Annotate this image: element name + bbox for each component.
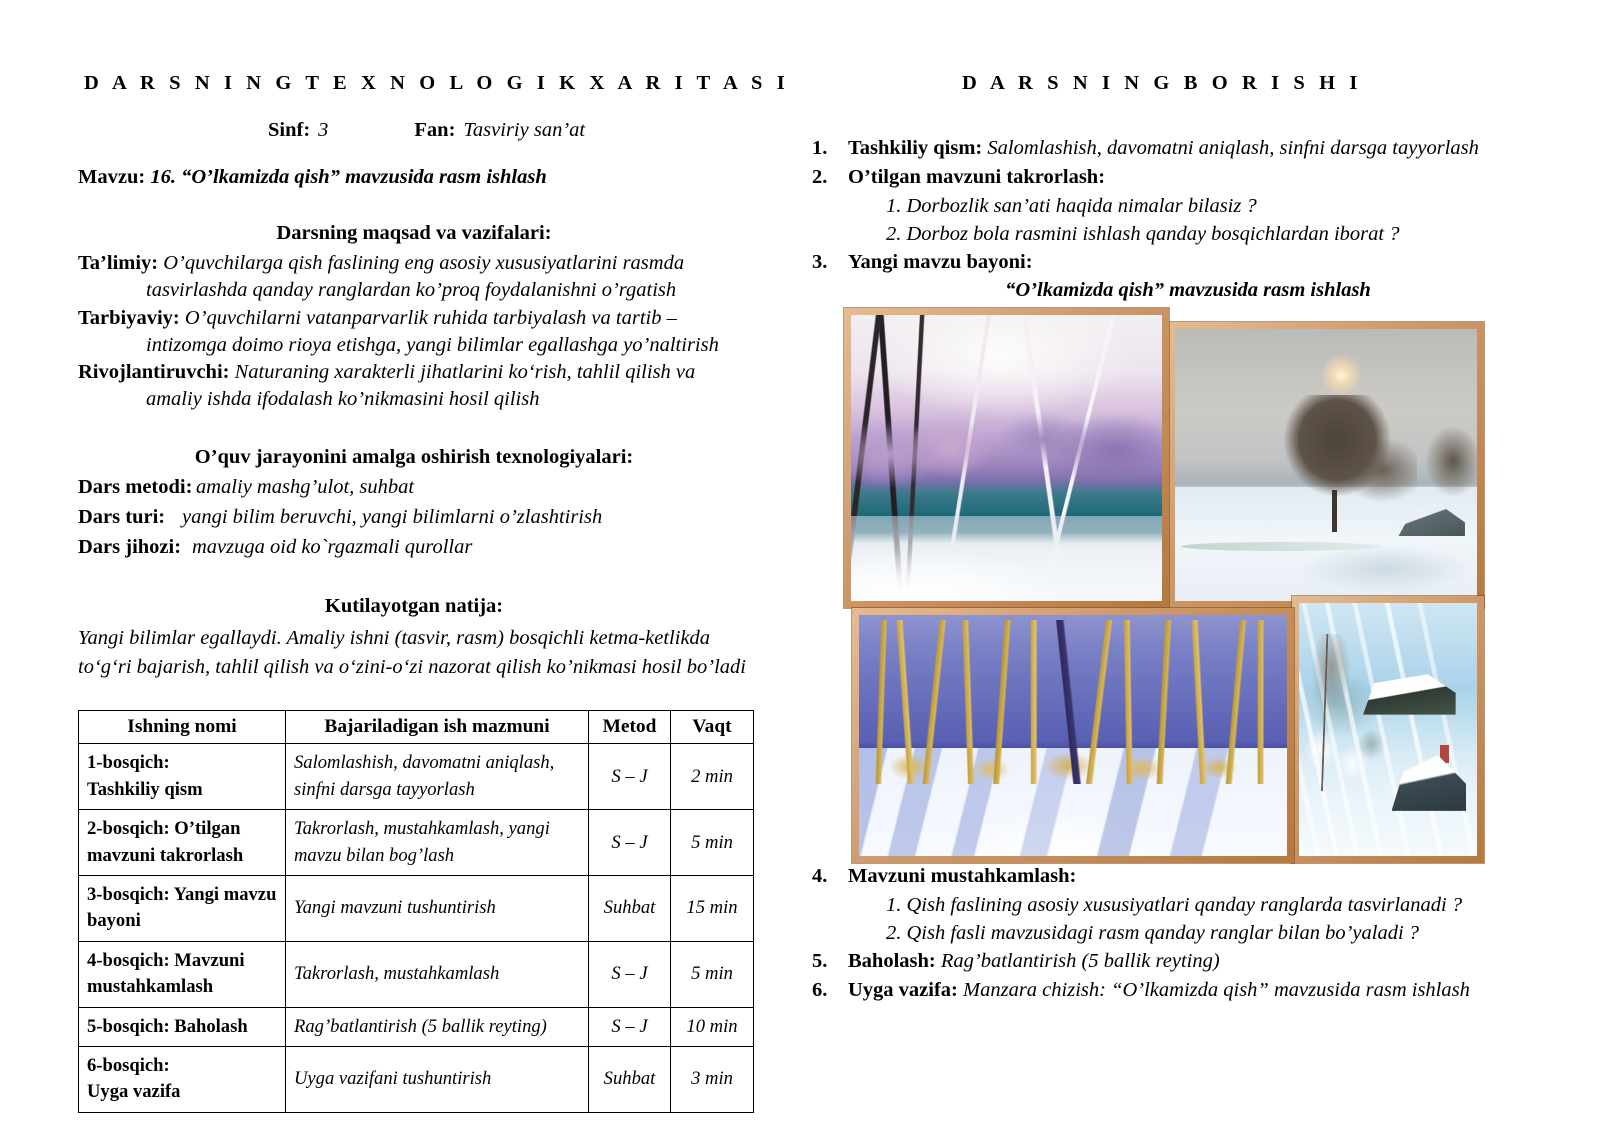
lesson-flow-column [812,72,1512,1006]
goal-label: Rivojlantiruvchi: [78,361,230,384]
step-number: 5. [812,950,828,972]
cell-stage-time: 10 min [671,1007,754,1046]
painting-tree-secondary [1423,427,1477,503]
snowy-village-painting [1292,596,1484,863]
technological-map-column [78,72,790,1113]
cell-stage-name: 4-bosqich: Mavzuni mustahkamlash [79,941,286,1007]
subject-value: Tasviriy san’at [463,119,586,141]
tech-label: Dars jihozi: [78,535,182,558]
goal-item [78,305,750,359]
painting-art-4 [1299,603,1477,856]
tech-label: Dars turi: [78,505,166,528]
lesson-step-4 [812,863,1512,891]
cell-stage-method: S – J [589,810,671,876]
cell-stage-name: 5-bosqich: Baholash [79,1007,286,1046]
winter-paintings-collage [844,308,1484,863]
step-title: Baholash: [848,950,936,972]
tech-item [78,503,750,533]
table-row [79,744,754,810]
golden-trees-snow-road-painting [852,608,1294,863]
step-title: Tashkiliy qism: [848,137,983,159]
cell-stage-method: S – J [589,744,671,810]
tech-value: mavzuga oid ko`rgazmali qurollar [192,535,473,558]
painting-canvas [859,615,1287,856]
cell-stage-name: 1-bosqich: Tashkiliy qism [79,744,286,810]
table-row [79,1007,754,1046]
lesson-step-1 [812,135,1512,163]
painting-art-3 [859,615,1287,856]
subject-label: Fan: [414,119,456,141]
cell-stage-time: 2 min [671,744,754,810]
painting-art-1 [851,315,1162,601]
step-title: Mavzuni mustahkamlash: [848,865,1077,888]
painting-bare-tree [1310,634,1363,791]
goal-text-line2: tasvirlashda qanday ranglardan ko’proq foydalanishni o’rgatish [146,278,677,301]
class-value: 3 [318,119,329,141]
header-work-content: Bajariladigan ish mazmuni [286,711,589,744]
new-topic-title: “O’lkamizda qish” mavzusida rasm ishlash [1005,279,1371,302]
cell-stage-name: 6-bosqich: Uyga vazifa [79,1046,286,1112]
cell-stage-time: 5 min [671,810,754,876]
snowy-field-tree-painting [1168,322,1484,608]
tech-value: yangi bilim beruvchi, yangi bilimlarni o’zlashtirish [182,505,603,528]
cell-stage-content: Yangi mavzuni tushuntirish [286,876,589,942]
technologies-heading: O’quv jarayonini amalga oshirish texnologiyalari: [194,446,634,469]
painting-trees-layer [859,620,1287,784]
winter-forest-river-painting [844,308,1169,608]
cell-stage-content: Takrorlash, mustahkamlash [286,941,589,1007]
painting-foliage-layer [851,401,1162,498]
painting-canvas [1299,603,1477,856]
cell-stage-method: S – J [589,941,671,1007]
expected-result-heading: Kutilayotgan natija: [324,595,504,618]
cell-stage-method: S – J [589,1007,671,1046]
consolidation-question: 1. Qish faslining asosiy xususiyatlari qanday ranglarda tasvirlanadi ? [886,894,1463,917]
table-row [79,941,754,1007]
table-row [79,810,754,876]
right-column-heading: D A R S N I N G B O R I S H I [962,72,1362,94]
painting-cottage-far [1363,674,1456,714]
goal-item [78,359,750,413]
tech-label: Dars metodi: [78,476,193,499]
result-line: to‘g‘ri bajarish, tahlil qilish va o‘zini-o‘zi nazorat qilish ko’nikmasi hosil bo’ladi [78,656,746,679]
lesson-step-5 [812,948,1512,976]
cell-stage-content: Takrorlash, mustahkamlash, yangi mavzu bilan bog’lash [286,810,589,876]
step-number: 6. [812,978,828,1001]
goal-text-line2: amaliy ishda ifodalash ko’nikmasini hosil qilish [146,388,540,411]
step-title: Uyga vazifa: [848,978,958,1001]
table-header-row [79,711,754,744]
table-row [79,1046,754,1112]
step-text: Rag’batlantirish (5 ballik reyting) [940,950,1220,972]
step-title: O’tilgan mavzuni takrorlash: [848,165,1106,188]
painting-tree [1284,395,1417,520]
step-number: 2. [812,165,828,188]
goal-text-line1: Naturaning xarakterli jihatlarini ko‘rish, tahlil qilish va [234,361,696,384]
expected-result-text [78,624,750,682]
lesson-steps-list [812,135,1512,1005]
header-work-name: Ishning nomi [79,711,286,744]
cell-stage-name: 3-bosqich: Yangi mavzu bayoni [79,876,286,942]
painting-canvas [851,315,1162,601]
consolidation-question: 2. Qish fasli mavzusidagi rasm qanday ranglar bilan bo’yaladi ? [886,922,1420,945]
cell-stage-time: 3 min [671,1046,754,1112]
class-subject-row [78,119,750,142]
cell-stage-method: Suhbat [589,876,671,942]
goal-text-line1: O’quvchilarni vatanparvarlik ruhida tarbiyalash va tartib – [184,306,677,329]
step-number: 4. [812,865,828,888]
topic-label: Mavzu: [78,166,146,188]
header-time: Vaqt [671,711,754,744]
cell-stage-time: 15 min [671,876,754,942]
lesson-step-6 [812,977,1512,1005]
goal-text-line1: O’quvchilarga qish faslining eng asosiy xususiyatlarini rasmda [163,252,685,274]
cell-stage-name: 2-bosqich: O’tilgan mavzuni takrorlash [79,810,286,876]
table-row [79,876,754,942]
lesson-step-3 [812,249,1512,277]
step-text: Manzara chizish: “O’lkamizda qish” mavzusida rasm ishlash [963,978,1470,1001]
goal-label: Tarbiyaviy: [78,306,180,329]
cell-stage-method: Suhbat [589,1046,671,1112]
tech-value: amaliy mashg’ulot, suhbat [196,476,415,499]
class-label: Sinf: [268,119,311,141]
cell-stage-content: Rag’batlantirish (5 ballik reyting) [286,1007,589,1046]
step-title: Yangi mavzu bayoni: [848,250,1033,273]
cell-stage-time: 5 min [671,941,754,1007]
painting-cottage-near [1392,755,1467,811]
header-method: Metod [589,711,671,744]
cell-stage-content: Uyga vazifani tushuntirish [286,1046,589,1112]
step-number: 1. [812,137,828,159]
lesson-step-2 [812,164,1512,192]
review-question: 2. Dorboz bola rasmini ishlash qanday bosqichlardan iborat ? [886,222,1400,245]
goal-item [78,250,750,304]
goals-heading: Darsning maqsad va vazifalari: [276,222,552,244]
cell-stage-content: Salomlashish, davomatni aniqlash, sinfni darsga tayyorlash [286,744,589,810]
result-line: Yangi bilimlar egallaydi. Amaliy ishni (tasvir, rasm) bosqichli ketma-ketlikda [78,627,711,650]
left-column-heading: D A R S N I N G T E X N O L O G I K X A R I T A S I [84,72,790,94]
technologies-list [78,473,750,562]
lesson-plan-table [78,710,754,1112]
topic-row [78,166,750,189]
step-text: Salomlashish, davomatni aniqlash, sinfni darsga tayyorlash [987,137,1479,159]
painting-art-2 [1175,329,1477,601]
meta-spacer [328,119,414,142]
painting-canvas [1175,329,1477,601]
review-question: 1. Dorbozlik san’ati haqida nimalar bilasiz ? [886,194,1257,217]
tech-item [78,473,750,503]
goal-label: Ta’limiy: [78,252,159,274]
topic-value: 16. “O’lkamizda qish” mavzusida rasm ishlash [150,166,547,188]
tech-item [78,533,750,563]
goal-text-line2: intizomga doimo rioya etishga, yangi bilimlar egallashga yo’naltirish [146,333,719,356]
step-number: 3. [812,250,828,273]
goals-list [78,250,750,413]
